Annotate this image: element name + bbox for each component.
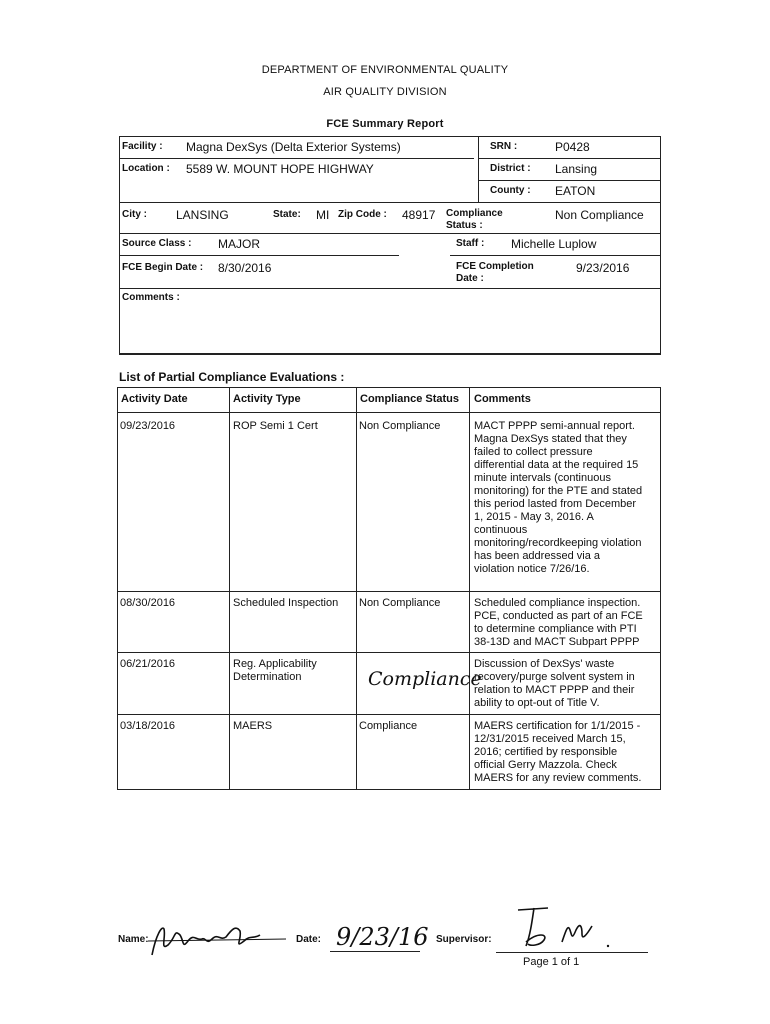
staff-value: Michelle Luplow — [511, 237, 597, 251]
activity-date-cell: 08/30/2016 — [120, 597, 176, 609]
comment-line: 12/31/2015 received March 15, — [474, 733, 626, 745]
comment-line: Scheduled compliance inspection. — [474, 597, 641, 609]
comments-cell — [474, 658, 660, 710]
location-label: Location : — [122, 163, 170, 174]
city-value: LANSING — [176, 208, 229, 222]
department-title: DEPARTMENT OF ENVIRONMENTAL QUALITY — [261, 64, 509, 76]
column-header-activity-type: Activity Type — [233, 393, 301, 405]
report-title: FCE Summary Report — [326, 118, 444, 130]
division-title: AIR QUALITY DIVISION — [323, 86, 447, 98]
comment-line: differential data at the required 15 — [474, 459, 639, 471]
activity-type-line: Reg. Applicability — [233, 658, 317, 670]
date-handwritten: 9/23/16 — [336, 923, 429, 951]
comment-line: MACT PPPP semi-annual report. — [474, 420, 635, 432]
zip-value: 48917 — [402, 208, 436, 222]
comments-cell — [474, 597, 660, 649]
district-value: Lansing — [555, 162, 598, 176]
comment-line: 2016; certified by responsible — [474, 746, 618, 758]
compliance-status-handwritten: Compliance — [368, 668, 482, 690]
comment-line: Discussion of DexSys' waste — [474, 658, 615, 670]
compliance-status-value: Non Compliance — [555, 208, 644, 222]
activity-type-cell: Scheduled Inspection — [233, 597, 339, 609]
column-header-comments: Comments — [474, 393, 531, 405]
comment-line: MAERS certification for 1/1/2015 - — [474, 720, 641, 732]
comments-cell — [474, 420, 660, 576]
comment-line: monitoring) for the PTE and stated — [474, 485, 643, 497]
comment-line: minute intervals (continuous — [474, 472, 611, 484]
comment-line: relation to MACT PPPP and their — [474, 684, 635, 696]
comment-line: Magna DexSys stated that they — [474, 433, 627, 445]
pce-list-title: List of Partial Compliance Evaluations : — [119, 370, 345, 384]
comment-line: violation notice 7/26/16. — [474, 563, 590, 575]
comments-cell — [474, 720, 660, 785]
city-label: City : — [122, 209, 147, 220]
srn-label: SRN : — [490, 141, 518, 152]
compliance-status-cell: Non Compliance — [359, 420, 441, 432]
activity-type-cell: ROP Semi 1 Cert — [233, 420, 318, 432]
location-value: 5589 W. MOUNT HOPE HIGHWAY — [186, 162, 374, 176]
fce-begin-label: FCE Begin Date : — [122, 262, 204, 273]
name-label: Name: — [118, 934, 149, 945]
page-number: Page 1 of 1 — [523, 956, 580, 968]
date-label: Date: — [296, 934, 322, 945]
comment-line: continuous — [474, 524, 528, 536]
comment-line: monitoring/recordkeeping violation — [474, 537, 642, 549]
comment-line: has been addressed via a — [474, 550, 600, 562]
comment-line: 1, 2015 - May 3, 2016. A — [474, 511, 594, 523]
comment-line: MAERS for any review comments. — [474, 772, 642, 784]
compliance-status-cell: Compliance — [359, 720, 418, 732]
activity-date-cell: 09/23/2016 — [120, 420, 176, 432]
county-value: EATON — [555, 184, 596, 198]
source-class-label: Source Class : — [122, 238, 192, 249]
staff-label: Staff : — [456, 238, 485, 249]
comment-line: recovery/purge solvent system in — [474, 671, 635, 683]
comment-line: 38-13D and MACT Subpart PPPP — [474, 636, 640, 648]
state-value: MI — [316, 208, 330, 222]
activity-type-cell: MAERS — [233, 720, 273, 732]
fce-completion-label-2: Date : — [456, 273, 484, 284]
activity-date-cell: 03/18/2016 — [120, 720, 176, 732]
comment-line: this period lasted from December — [474, 498, 637, 510]
facility-label: Facility : — [122, 141, 163, 152]
activity-type-cell — [233, 658, 317, 684]
activity-type-line: Determination — [233, 671, 302, 683]
state-label: State: — [273, 209, 301, 220]
comment-line: ability to opt-out of Title V. — [474, 697, 600, 709]
activity-date-cell: 06/21/2016 — [120, 658, 176, 670]
district-label: District : — [490, 163, 531, 174]
comment-line: official Gerry Mazzola. Check — [474, 759, 617, 771]
county-label: County : — [490, 185, 531, 196]
column-header-compliance-status: Compliance Status — [360, 393, 460, 405]
name-signature — [146, 915, 296, 965]
column-header-activity-date: Activity Date — [121, 393, 188, 405]
fce-completion-label-1: FCE Completion — [456, 261, 534, 272]
source-class-value: MAJOR — [218, 237, 260, 251]
facility-value: Magna DexSys (Delta Exterior Systems) — [186, 140, 401, 154]
supervisor-signature — [508, 902, 628, 954]
comment-line: PCE, conducted as part of an FCE — [474, 610, 643, 622]
compliance-status-label-2: Status : — [446, 220, 483, 231]
compliance-status-label-1: Compliance — [446, 208, 503, 219]
srn-value: P0428 — [555, 140, 590, 154]
zip-label: Zip Code : — [338, 209, 387, 220]
comment-line: failed to collect pressure — [474, 446, 593, 458]
fce-begin-value: 8/30/2016 — [218, 261, 272, 275]
supervisor-label: Supervisor: — [436, 934, 492, 945]
comments-label: Comments : — [122, 292, 180, 303]
fce-completion-value: 9/23/2016 — [576, 261, 630, 275]
comment-line: to determine compliance with PTI — [474, 623, 637, 635]
compliance-status-cell: Non Compliance — [359, 597, 441, 609]
